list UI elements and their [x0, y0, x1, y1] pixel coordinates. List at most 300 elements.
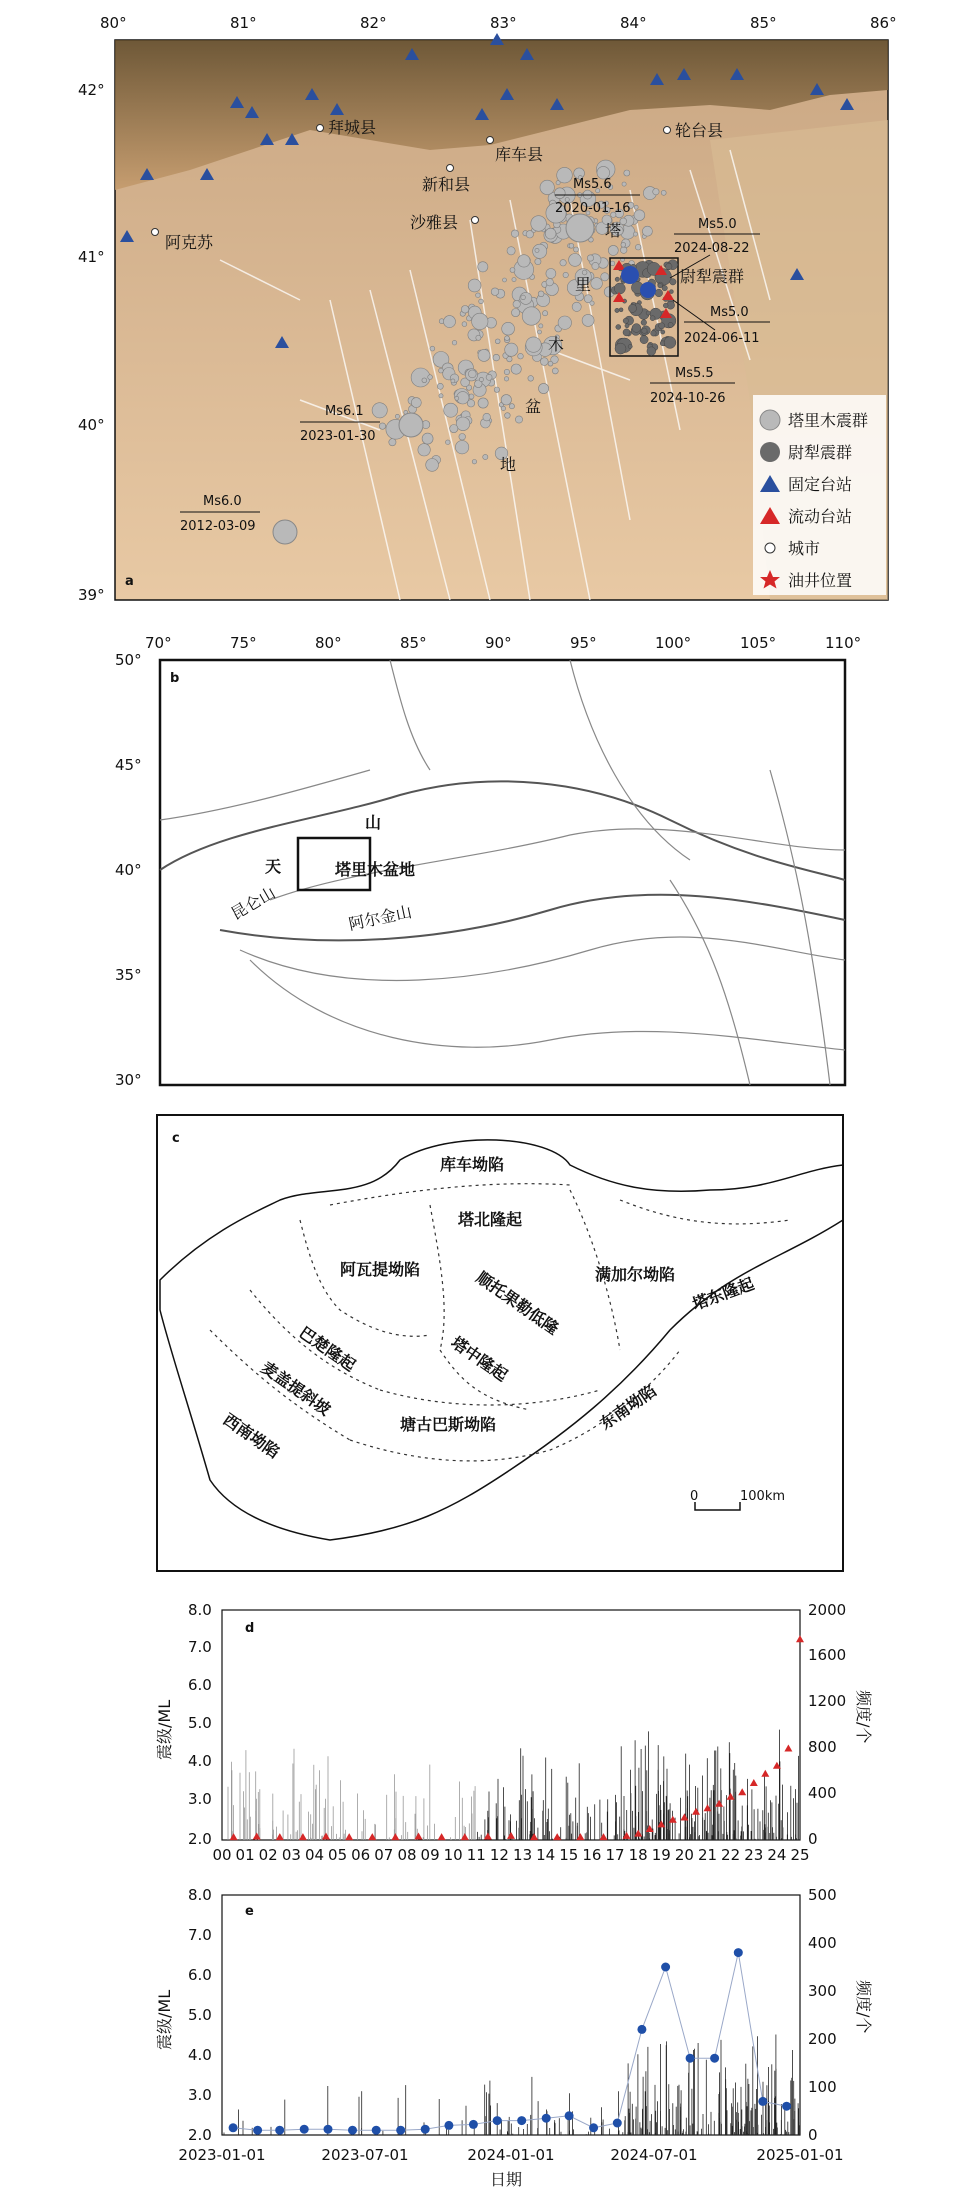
tarim-event	[526, 337, 541, 352]
frequency-point	[710, 2054, 719, 2063]
tarim-event	[507, 356, 512, 361]
event-date: 2020-01-16	[555, 201, 631, 216]
city-label: 沙雅县	[410, 213, 459, 232]
tarim-event	[411, 368, 430, 387]
tarim-event	[372, 403, 387, 418]
svg-text:70°: 70°	[145, 634, 172, 652]
weili-event	[640, 336, 648, 344]
svg-text:木: 木	[548, 335, 565, 354]
svg-text:8.0: 8.0	[188, 1886, 212, 1904]
label-altun: 阿尔金山	[346, 902, 414, 934]
x-tick: 04	[304, 1846, 325, 1864]
city-label: 新和县	[422, 175, 471, 194]
lon-tick: 80°	[100, 14, 127, 32]
svg-text:2023-01-01: 2023-01-01	[178, 2146, 266, 2164]
frequency-point	[444, 2121, 453, 2130]
event-mag: Ms6.1	[325, 404, 364, 419]
tarim-event	[513, 300, 520, 307]
x-tick: 05	[328, 1846, 348, 1864]
label-shan: 山	[365, 813, 382, 832]
svg-text:4.0: 4.0	[188, 2046, 212, 2064]
weili-event	[646, 311, 650, 315]
svg-text:7.0: 7.0	[188, 1926, 212, 1944]
tarim-event	[504, 377, 508, 381]
panel-label: c	[172, 1131, 180, 1146]
tarim-event	[462, 322, 467, 327]
x-tick: 20	[674, 1846, 694, 1864]
tarim-event	[546, 269, 556, 279]
tarim-event	[634, 205, 638, 209]
tarim-event	[548, 361, 553, 366]
weili-event	[625, 324, 629, 328]
panel-label: d	[245, 1621, 255, 1636]
tarim-event	[503, 278, 507, 282]
tarim-event	[395, 414, 399, 418]
event-mag: Ms6.0	[203, 494, 242, 509]
x-tick: 15	[559, 1846, 579, 1864]
svg-text:80°: 80°	[315, 634, 342, 652]
weili-event	[650, 316, 655, 321]
panel-d-left-ticks	[188, 1601, 212, 1848]
tarim-event	[512, 278, 516, 282]
x-tick: 09	[420, 1846, 440, 1864]
x-tick: 23	[744, 1846, 764, 1864]
svg-text:95°: 95°	[570, 634, 597, 652]
legend-label: 油井位置	[788, 571, 853, 590]
x-tick: 02	[258, 1846, 278, 1864]
tarim-event	[569, 243, 574, 248]
tarim-event	[491, 288, 499, 296]
weili-event	[651, 331, 657, 337]
svg-text:8.0: 8.0	[188, 1601, 212, 1619]
x-tick: 01	[235, 1846, 255, 1864]
tarim-event	[422, 433, 433, 444]
svg-text:35°: 35°	[115, 966, 142, 984]
frequency-point	[324, 2125, 333, 2134]
x-tick: 24	[767, 1846, 787, 1864]
tarim-event	[455, 396, 459, 400]
weili-event	[670, 279, 676, 285]
svg-text:3.0: 3.0	[188, 2086, 212, 2104]
tarim-event	[476, 293, 481, 298]
frequency-point	[613, 2119, 622, 2128]
panel-b-map	[70, 620, 910, 1100]
svg-text:3.0: 3.0	[188, 1790, 212, 1808]
event-date: 2012-03-09	[180, 519, 256, 534]
tarim-event	[558, 316, 571, 329]
svg-text:100km: 100km	[740, 1489, 786, 1504]
x-axis-label: 日期	[490, 2170, 523, 2189]
tarim-event	[502, 322, 515, 335]
tarim-event	[468, 279, 481, 292]
tarim-event	[495, 339, 500, 344]
weili-event	[655, 289, 663, 297]
svg-text:6.0: 6.0	[188, 1966, 212, 1984]
tarim-event	[569, 254, 582, 267]
tarim-event	[592, 262, 599, 269]
svg-text:30°: 30°	[115, 1071, 142, 1089]
panel-e-right-ticks	[808, 1886, 837, 2144]
x-tick: 22	[721, 1846, 741, 1864]
label-tian: 天	[265, 857, 282, 876]
svg-text:400: 400	[808, 1934, 837, 1952]
legend-label: 流动台站	[788, 507, 853, 526]
lat-tick: 42°	[78, 81, 105, 99]
svg-text:塔: 塔	[605, 221, 622, 240]
panel-label: a	[125, 574, 134, 589]
tarim-event	[461, 306, 469, 314]
legend-weili-icon	[760, 442, 780, 462]
event-circle-2020	[566, 214, 594, 242]
tarim-event	[444, 316, 456, 328]
event-mag: Ms5.0	[698, 217, 737, 232]
y-left-label: 震级/ML	[155, 1699, 174, 1760]
tarim-event	[509, 404, 514, 409]
event-date: 2024-06-11	[684, 331, 760, 346]
svg-text:4.0: 4.0	[188, 1752, 212, 1770]
panel-d-right-ticks	[808, 1601, 846, 1848]
svg-text:东南坳陷: 东南坳陷	[596, 1380, 660, 1434]
panel-e-chart	[150, 1880, 873, 2200]
weili-event	[623, 329, 630, 336]
x-tick: 00	[212, 1846, 232, 1864]
tarim-event	[552, 368, 558, 374]
tarim-event	[510, 268, 515, 273]
tarim-event	[521, 295, 526, 300]
svg-text:400: 400	[808, 1784, 837, 1802]
frequency-point	[517, 2116, 526, 2125]
tarim-event	[608, 245, 618, 255]
tarim-event	[622, 182, 626, 186]
tarim-event	[543, 311, 548, 316]
frequency-point	[348, 2126, 357, 2135]
frequency-point	[469, 2120, 478, 2129]
tarim-event	[478, 262, 488, 272]
weili-event	[668, 322, 673, 327]
svg-text:75°: 75°	[230, 634, 257, 652]
svg-text:2.0: 2.0	[188, 2126, 212, 2144]
tarim-event	[478, 349, 490, 361]
event-date: 2023-01-30	[300, 429, 376, 444]
city-label: 拜城县	[328, 118, 377, 137]
tarim-event	[526, 231, 533, 238]
lon-tick: 83°	[490, 14, 517, 32]
frequency-point	[589, 2123, 598, 2132]
tarim-event	[511, 364, 521, 374]
tarim-event	[439, 394, 443, 398]
tarim-event	[540, 358, 548, 366]
x-tick: 03	[281, 1846, 301, 1864]
weili-event	[659, 323, 665, 329]
svg-text:阿瓦提坳陷: 阿瓦提坳陷	[340, 1260, 421, 1279]
svg-text:2025-01-01: 2025-01-01	[756, 2146, 844, 2164]
panel-b-lon-ticks	[145, 634, 861, 652]
panel-label: b	[170, 671, 180, 686]
y-left-label: 震级/ML	[155, 1989, 174, 2050]
svg-text:5.0: 5.0	[188, 2006, 212, 2024]
tarim-event	[582, 314, 594, 326]
tarim-event	[512, 309, 520, 317]
weili-event	[663, 303, 668, 308]
lon-tick: 82°	[360, 14, 387, 32]
tarim-event	[518, 255, 530, 267]
svg-text:麦盖提斜坡: 麦盖提斜坡	[257, 1357, 335, 1420]
event-mag: Ms5.6	[573, 177, 612, 192]
svg-text:1200: 1200	[808, 1692, 847, 1710]
y-right-label: 频度/个	[854, 1690, 873, 1744]
svg-text:西南坳陷: 西南坳陷	[219, 1409, 284, 1462]
svg-text:2024-01-01: 2024-01-01	[467, 2146, 555, 2164]
frequency-point	[782, 2102, 791, 2111]
tarim-event	[546, 279, 553, 286]
frequency-point	[300, 2125, 309, 2134]
lat-tick: 40°	[78, 416, 105, 434]
tarim-event	[493, 354, 500, 361]
tarim-event	[539, 383, 549, 393]
x-tick: 16	[582, 1846, 602, 1864]
tarim-event	[456, 417, 470, 431]
tarim-event	[554, 188, 565, 199]
weili-event	[662, 285, 667, 290]
frequency-point	[734, 1948, 743, 1957]
svg-text:满加尔坳陷: 满加尔坳陷	[595, 1265, 676, 1284]
tarim-event	[501, 406, 505, 410]
svg-text:库车坳陷: 库车坳陷	[440, 1155, 505, 1174]
tarim-event	[528, 376, 534, 382]
panel-a-lon-ticks	[100, 14, 897, 32]
frequency-point	[542, 2114, 551, 2123]
svg-text:里: 里	[575, 275, 592, 294]
legend-label: 塔里木震群	[788, 411, 869, 430]
x-tick: 07	[374, 1846, 394, 1864]
panel-e-frame	[222, 1895, 800, 2135]
frequency-point	[637, 2025, 646, 2034]
weili-event	[628, 344, 632, 348]
lat-tick: 39°	[78, 586, 105, 604]
tarim-event	[574, 247, 579, 252]
tarim-event	[621, 242, 626, 247]
event-circle-2012	[273, 520, 297, 544]
tarim-event	[601, 273, 609, 281]
x-tick: 11	[466, 1846, 486, 1864]
panel-d-x-ticks	[212, 1846, 809, 1864]
tarim-event	[468, 370, 476, 378]
x-tick: 18	[628, 1846, 648, 1864]
tarim-event	[535, 259, 541, 265]
x-tick: 13	[513, 1846, 533, 1864]
tarim-event	[515, 416, 522, 423]
svg-text:2023-07-01: 2023-07-01	[321, 2146, 409, 2164]
svg-text:5.0: 5.0	[188, 1714, 212, 1732]
svg-text:0: 0	[808, 1830, 818, 1848]
panel-b-frame	[160, 660, 845, 1085]
panel-a-lat-ticks	[78, 81, 105, 604]
tarim-event	[545, 228, 556, 239]
frequency-point	[396, 2126, 405, 2135]
svg-text:2024-07-01: 2024-07-01	[610, 2146, 698, 2164]
x-tick: 10	[443, 1846, 463, 1864]
svg-text:300: 300	[808, 1982, 837, 2000]
svg-text:塔中隆起: 塔中隆起	[447, 1332, 512, 1385]
tarim-event	[389, 439, 396, 446]
x-tick: 06	[351, 1846, 371, 1864]
event-2024-blue	[640, 282, 656, 298]
svg-text:200: 200	[808, 2030, 837, 2048]
tarim-event	[511, 230, 518, 237]
weili-event	[658, 283, 663, 288]
tarim-event	[430, 346, 435, 351]
svg-text:6.0: 6.0	[188, 1676, 212, 1694]
legend-city-icon	[765, 543, 775, 553]
tarim-event	[437, 383, 443, 389]
tarim-event	[472, 313, 488, 329]
x-tick: 19	[651, 1846, 671, 1864]
weili-event	[615, 308, 619, 312]
legend-label: 固定台站	[788, 475, 853, 494]
tarim-event	[479, 299, 484, 304]
tarim-event	[479, 377, 483, 381]
frequency-point	[275, 2126, 284, 2135]
tarim-event	[439, 368, 444, 373]
svg-text:50°: 50°	[115, 651, 142, 669]
y-right-label: 频度/个	[854, 1980, 873, 2034]
x-tick: 14	[536, 1846, 556, 1864]
tarim-event	[535, 248, 539, 252]
city-label: 阿克苏	[165, 233, 214, 252]
svg-text:2.0: 2.0	[188, 1830, 212, 1848]
frequency-point	[661, 1963, 670, 1972]
frequency-point	[686, 2054, 695, 2063]
weili-event	[642, 328, 647, 333]
tarim-event	[522, 307, 540, 325]
tarim-event	[563, 272, 568, 277]
tarim-event	[472, 460, 476, 464]
x-tick: 21	[697, 1846, 718, 1864]
tarim-event	[501, 395, 511, 405]
weili-event	[661, 330, 665, 334]
tarim-event	[560, 260, 566, 266]
tarim-event	[533, 244, 547, 258]
lat-tick: 41°	[78, 248, 105, 266]
label-kunlun: 昆仑山	[227, 883, 279, 924]
tarim-event	[635, 244, 641, 250]
frequency-point	[372, 2126, 381, 2135]
weili-event	[641, 320, 647, 326]
lon-tick: 84°	[620, 14, 647, 32]
weili-event	[632, 324, 641, 333]
lon-tick: 85°	[750, 14, 777, 32]
svg-text:45°: 45°	[115, 756, 142, 774]
event-mag: Ms5.0	[710, 305, 749, 320]
weili-event	[615, 343, 626, 354]
tarim-event	[483, 454, 488, 459]
svg-text:盆: 盆	[525, 397, 542, 416]
tarim-event	[540, 180, 554, 194]
tarim-event	[505, 336, 510, 341]
x-tick: 25	[790, 1846, 810, 1864]
tarim-event	[418, 444, 430, 456]
svg-text:2000: 2000	[808, 1601, 847, 1619]
panel-d-chart	[150, 1590, 873, 1880]
panel-c-map	[150, 1110, 870, 1590]
panel-e-left-ticks	[188, 1886, 212, 2144]
frequency-point	[421, 2125, 430, 2134]
frequency-point	[253, 2126, 262, 2135]
svg-text:顺托果勒低隆: 顺托果勒低隆	[472, 1267, 563, 1339]
svg-text:0: 0	[808, 2126, 818, 2144]
tarim-event	[486, 374, 492, 380]
svg-text:地: 地	[500, 455, 517, 474]
tarim-event	[451, 379, 455, 383]
tarim-event	[653, 189, 659, 195]
tarim-event	[507, 247, 515, 255]
svg-text:85°: 85°	[400, 634, 427, 652]
tarim-event	[590, 301, 594, 305]
legend-label: 城市	[788, 539, 821, 558]
weili-event	[669, 290, 673, 294]
tarim-event	[642, 226, 652, 236]
tarim-event	[505, 413, 511, 419]
tarim-event	[634, 210, 645, 221]
svg-text:500: 500	[808, 1886, 837, 1904]
svg-text:7.0: 7.0	[188, 1638, 212, 1656]
panel-a-legend	[753, 395, 886, 595]
tarim-event	[587, 255, 593, 261]
panel-e-x-ticks	[178, 2146, 843, 2164]
x-tick: 12	[489, 1846, 509, 1864]
tarim-event	[452, 340, 457, 345]
weili-event	[647, 347, 656, 356]
label-basin: 塔里木盆地	[335, 860, 416, 879]
svg-text:塔东隆起: 塔东隆起	[689, 1274, 757, 1314]
tarim-event	[538, 291, 544, 297]
event-date: 2024-08-22	[674, 241, 750, 256]
panel-a-map	[70, 0, 910, 620]
weili-event	[623, 318, 628, 323]
frequency-point	[229, 2123, 238, 2132]
tarim-event	[428, 375, 433, 380]
legend-tarim-icon	[760, 410, 780, 430]
svg-text:800: 800	[808, 1738, 837, 1756]
weili-event	[664, 337, 676, 349]
event-mag: Ms5.5	[675, 366, 714, 381]
svg-text:90°: 90°	[485, 634, 512, 652]
city-label: 轮台县	[675, 121, 724, 140]
svg-text:巴楚隆起: 巴楚隆起	[295, 1322, 360, 1375]
panel-b-lat-ticks	[115, 651, 142, 1089]
event-2024-blue	[621, 266, 639, 284]
tarim-event	[379, 423, 385, 429]
tarim-event	[494, 387, 499, 392]
tarim-event	[422, 378, 427, 383]
svg-text:塘古巴斯坳陷: 塘古巴斯坳陷	[400, 1415, 497, 1434]
svg-text:100°: 100°	[655, 634, 692, 652]
tarim-event	[450, 425, 458, 433]
x-tick: 17	[605, 1846, 625, 1864]
tarim-event	[538, 330, 542, 334]
tarim-event	[539, 324, 543, 328]
svg-text:105°: 105°	[740, 634, 777, 652]
tarim-event	[504, 369, 509, 374]
tarim-event	[505, 343, 518, 356]
svg-text:100: 100	[808, 2078, 837, 2096]
weili-event	[619, 308, 623, 312]
lon-tick: 86°	[870, 14, 897, 32]
tarim-event	[478, 398, 488, 408]
tarim-event	[455, 441, 468, 454]
tarim-event	[483, 413, 491, 421]
tarim-event	[446, 440, 451, 445]
